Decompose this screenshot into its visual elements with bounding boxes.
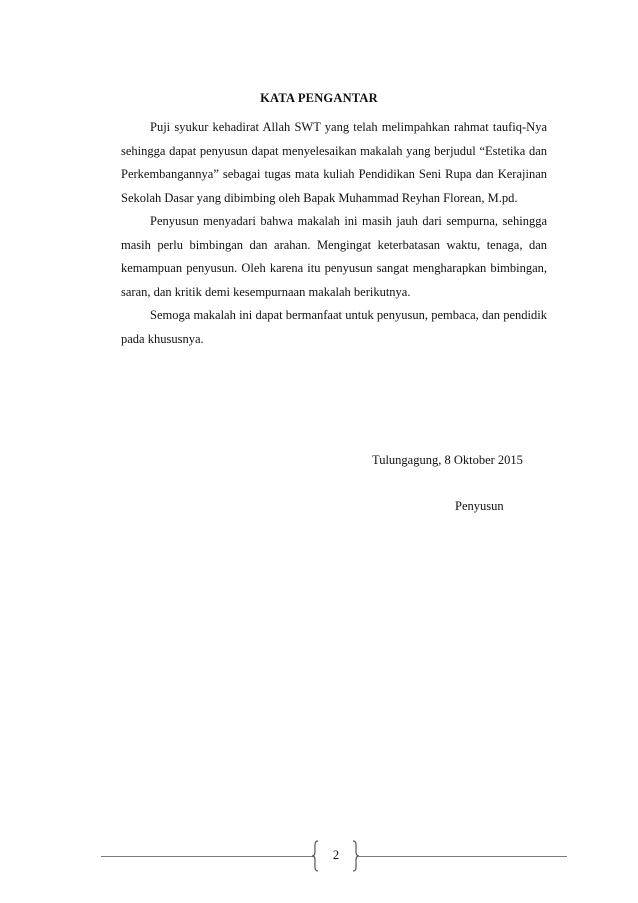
place-date: Tulungagung, 8 Oktober 2015	[372, 453, 523, 467]
paragraph-2: Penyusun menyadari bahwa makalah ini masih jauh dari sempurna, sehingga masih perlu bimbingan dan arahan. Mengingat keterbatasan waktu, tenaga, dan kemampuan penyusun. Oleh karena itu penyusun sangat mengharapkan bimbingan, saran, dan kritik demi kesempurnaan makalah berikutnya.	[121, 214, 547, 299]
paragraph-1: Puji syukur kehadirat Allah SWT yang telah melimpahkan rahmat taufiq-Nya sehingga dapat penyusun dapat menyelesaikan makalah yang berjudul “Estetika dan Perkembangannya” sebagai tugas mata kuliah Pendidikan Seni Rupa dan Kerajinan Sekolah Dasar yang dibimbing oleh Bapak Muhammad Reyhan Florean, M.pd.	[121, 120, 547, 205]
body-text	[121, 116, 547, 351]
page-number: 2	[332, 848, 340, 862]
signatory: Penyusun	[455, 499, 504, 513]
footer-line-left	[101, 856, 313, 857]
footer-line-right	[358, 856, 567, 857]
paragraph-3: Semoga makalah ini dapat bermanfaat untuk penyusun, pembaca, dan pendidik pada khususnya.	[121, 308, 547, 346]
left-brace-icon	[311, 840, 319, 872]
page-title: KATA PENGANTAR	[260, 91, 378, 105]
